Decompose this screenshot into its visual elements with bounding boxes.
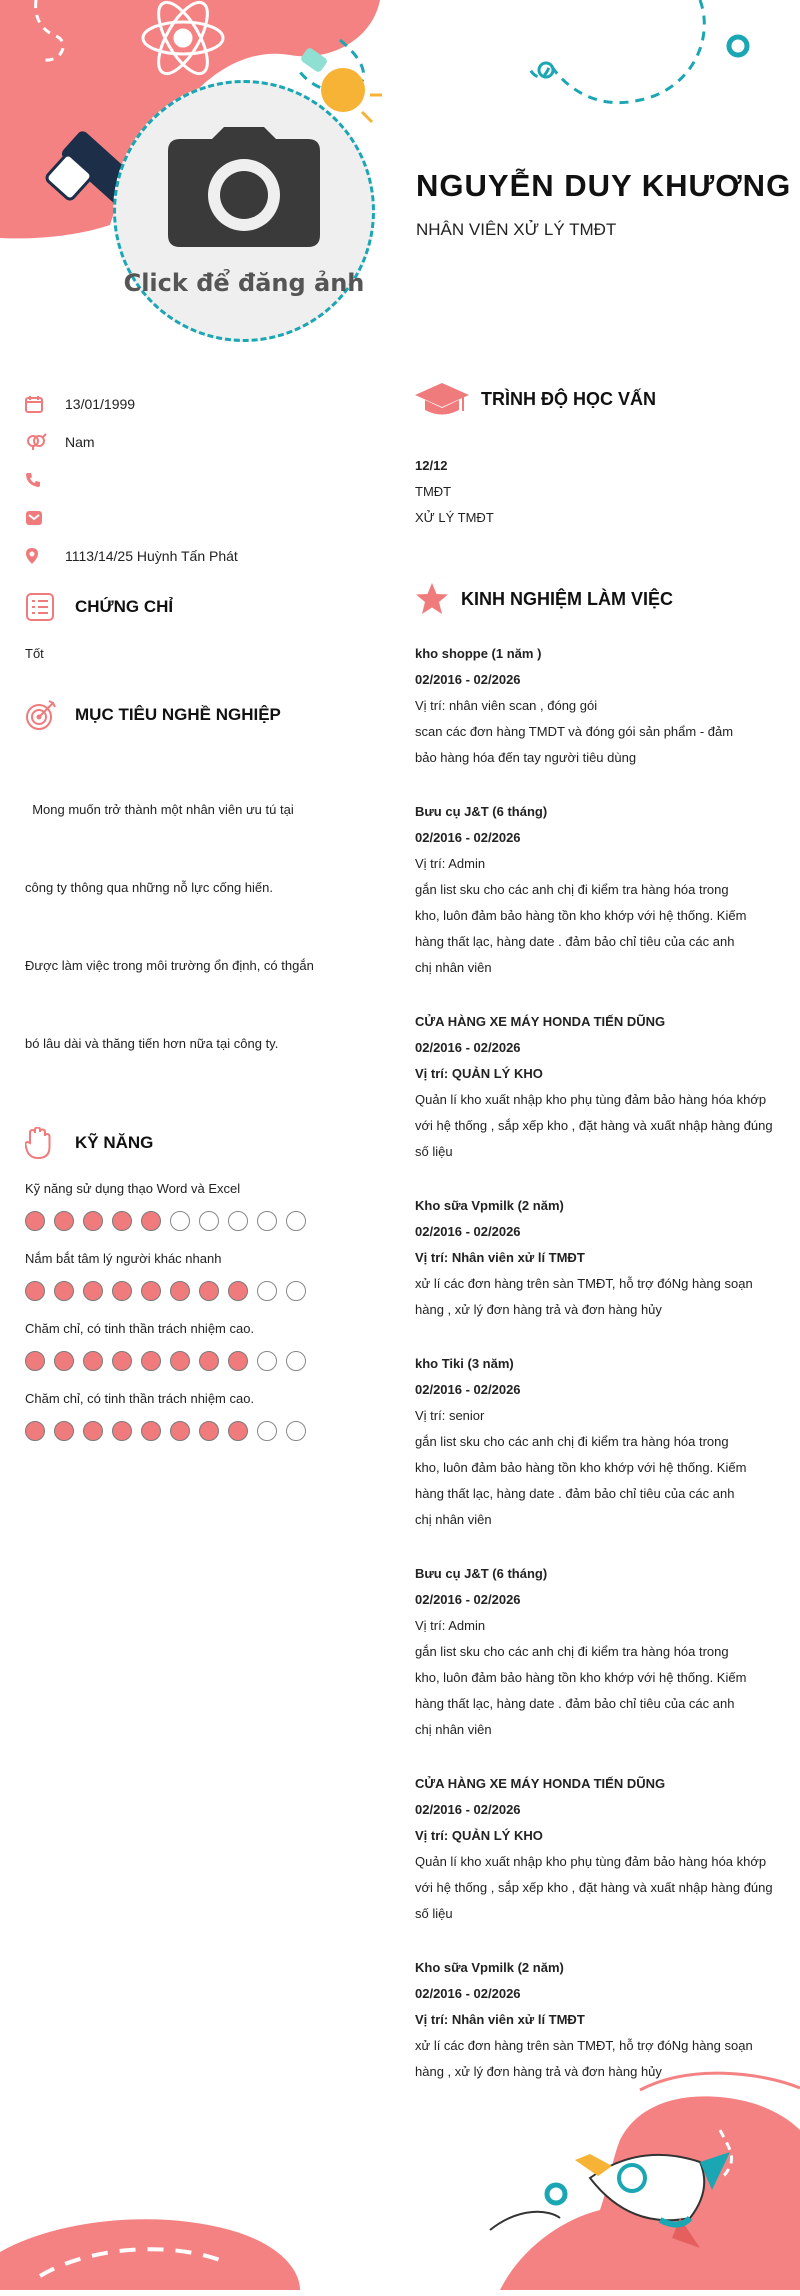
experience-period: 02/2016 - 02/2026 [415, 830, 521, 845]
experience-company: kho shoppe (1 năm ) [415, 646, 542, 661]
skills-heading [25, 1123, 335, 1163]
experience-list [415, 641, 787, 2085]
experience-description-line: scan các đơn hàng TMDT và đóng gói sản phẩm - đảm [415, 724, 734, 739]
skill-rating [25, 1421, 335, 1443]
skill-dot-filled [141, 1421, 161, 1441]
skill-rating [25, 1281, 335, 1303]
hand-icon [25, 1127, 75, 1159]
skill-label: Kỹ năng sử dụng thạo Word và Excel [25, 1181, 241, 1196]
skill-dot-filled [112, 1351, 132, 1371]
experience-position: Vị trí: nhân viên scan , đóng gói [415, 698, 598, 713]
skill-dot-empty [170, 1211, 190, 1231]
skill-dot-filled [83, 1351, 103, 1371]
experience-company: Kho sữa Vpmilk (2 năm) [415, 1198, 564, 1213]
certificates-title: CHỨNG CHỈ [75, 597, 174, 616]
experience-item [415, 1351, 787, 1533]
skill-dot-filled [228, 1351, 248, 1371]
experience-description-line: với hệ thống , sắp xếp kho , đặt hàng và xuất nhập hàng đúng [415, 1880, 773, 1895]
skill-dot-filled [25, 1281, 45, 1301]
experience-description-line: hàng , xử lý đơn hàng trả và đơn hàng hủy [415, 1302, 662, 1317]
objective-line: bó lâu dài và thăng tiến hơn nữa tại công ty. [25, 1036, 279, 1051]
experience-description-line: chị nhân viên [415, 1722, 492, 1737]
email-row [25, 499, 335, 537]
experience-item [415, 1009, 787, 1165]
gender-icon [25, 433, 65, 451]
experience-description-line: với hệ thống , sắp xếp kho , đặt hàng và xuất nhập hàng đúng [415, 1118, 773, 1133]
skill-dot-filled [170, 1281, 190, 1301]
objective-title: MỤC TIÊU NGHỀ NGHIỆP [75, 705, 281, 724]
experience-period: 02/2016 - 02/2026 [415, 1382, 521, 1397]
skill-dot-empty [257, 1421, 277, 1441]
skill-dot-empty [257, 1351, 277, 1371]
education-school: TMĐT [415, 484, 452, 499]
skill-dot-filled [228, 1281, 248, 1301]
experience-position: Vị trí: QUẢN LÝ KHO [415, 1828, 543, 1843]
candidate-name: NGUYỄN DUY KHƯƠNG [416, 168, 792, 203]
experience-description-line: số liệu [415, 1144, 453, 1159]
experience-position: Vị trí: Admin [415, 1618, 486, 1633]
job-title: NHÂN VIÊN XỬ LÝ TMĐT [416, 220, 617, 239]
experience-company: kho Tiki (3 năm) [415, 1356, 514, 1371]
skill-dot-filled [112, 1211, 132, 1231]
skill-rating [25, 1211, 335, 1233]
skills-list [25, 1177, 335, 1443]
skill-dot-filled [112, 1421, 132, 1441]
star-icon [415, 582, 461, 616]
phone-icon [25, 472, 65, 488]
experience-company: Bưu cụ J&T (6 tháng) [415, 804, 548, 819]
skill-dot-filled [141, 1211, 161, 1231]
education-title: TRÌNH ĐỘ HỌC VẤN [481, 388, 656, 409]
objective-text [25, 745, 335, 1109]
experience-period: 02/2016 - 02/2026 [415, 672, 521, 687]
skill-dot-empty [228, 1211, 248, 1231]
experience-description-line: gắn list sku cho các anh chị đi kiểm tra hàng hóa trong [415, 1644, 729, 1659]
experience-description-line: Quản lí kho xuất nhập kho phụ tùng đảm bảo hàng hóa khớp [415, 1854, 767, 1869]
avatar-upload-hint: Click để đăng ảnh [123, 269, 365, 297]
birthday-value: 13/01/1999 [65, 396, 136, 412]
experience-company: CỬA HÀNG XE MÁY HONDA TIẾN DŨNG [415, 1776, 666, 1791]
experience-item [415, 1561, 787, 1743]
skill-dot-filled [25, 1421, 45, 1441]
gender-row [25, 423, 335, 461]
experience-description-line: chị nhân viên [415, 960, 492, 975]
skill-dot-filled [170, 1421, 190, 1441]
skill-dot-empty [286, 1211, 306, 1231]
calendar-icon [25, 395, 65, 413]
experience-company: Kho sữa Vpmilk (2 năm) [415, 1960, 564, 1975]
objective-line: Được làm việc trong môi trường ổn định, có thgắn [25, 958, 314, 973]
skill-dot-empty [257, 1211, 277, 1231]
experience-description-line: chị nhân viên [415, 1512, 492, 1527]
footer-decoration [0, 2070, 800, 2296]
skill-dot-filled [54, 1351, 74, 1371]
skill-dot-filled [25, 1351, 45, 1371]
experience-period: 02/2016 - 02/2026 [415, 1224, 521, 1239]
skill-dot-filled [54, 1211, 74, 1231]
skill-dot-filled [199, 1351, 219, 1371]
graduation-cap-icon [415, 381, 481, 417]
certificates-content: Tốt [25, 646, 44, 661]
experience-description-line: hàng thất lạc, hàng date . đảm bảo chỉ tiêu của các anh [415, 934, 735, 949]
experience-item [415, 641, 787, 771]
experience-description-line: hàng thất lạc, hàng date . đảm bảo chỉ tiêu của các anh [415, 1696, 735, 1711]
experience-period: 02/2016 - 02/2026 [415, 1986, 521, 2001]
skill-dot-filled [141, 1351, 161, 1371]
skill-dot-filled [112, 1281, 132, 1301]
skill-dot-filled [199, 1421, 219, 1441]
experience-description-line: hàng thất lạc, hàng date . đảm bảo chỉ tiêu của các anh [415, 1486, 735, 1501]
experience-description-line: xử lí các đơn hàng trên sàn TMĐT, hỗ trợ đóNg hàng soạn [415, 2038, 753, 2053]
education-level: 12/12 [415, 458, 448, 473]
experience-company: CỬA HÀNG XE MÁY HONDA TIẾN DŨNG [415, 1014, 666, 1029]
skill-label: Chăm chỉ, có tinh thần trách nhiệm cao. [25, 1391, 255, 1406]
experience-description-line: kho, luôn đảm bảo hàng tồn kho khớp với hệ thống. Kiếm [415, 1670, 747, 1685]
objective-line: Mong muốn trở thành một nhân viên ưu tú tại [25, 802, 294, 817]
experience-description-line: gắn list sku cho các anh chị đi kiểm tra hàng hóa trong [415, 1434, 729, 1449]
experience-position: Vị trí: Nhân viên xử lí TMĐT [415, 1250, 585, 1265]
skill-dot-filled [170, 1351, 190, 1371]
skill-dot-empty [199, 1211, 219, 1231]
experience-item [415, 1193, 787, 1323]
experience-position: Vị trí: senior [415, 1408, 485, 1423]
skill-dot-filled [83, 1421, 103, 1441]
experience-period: 02/2016 - 02/2026 [415, 1802, 521, 1817]
certificates-heading [25, 587, 335, 627]
skill-dot-empty [286, 1351, 306, 1371]
experience-period: 02/2016 - 02/2026 [415, 1592, 521, 1607]
experience-description-line: xử lí các đơn hàng trên sàn TMĐT, hỗ trợ đóNg hàng soạn [415, 1276, 753, 1291]
location-pin-icon [25, 547, 65, 565]
birthday-row [25, 385, 335, 423]
experience-description-line: kho, luôn đảm bảo hàng tồn kho khớp với hệ thống. Kiếm [415, 908, 747, 923]
skill-rating [25, 1351, 335, 1373]
experience-item [415, 799, 787, 981]
skill-dot-empty [286, 1421, 306, 1441]
gender-value: Nam [65, 434, 95, 450]
skill-dot-filled [141, 1281, 161, 1301]
skills-title: KỸ NĂNG [75, 1133, 154, 1152]
skill-dot-empty [286, 1281, 306, 1301]
skill-dot-filled [199, 1281, 219, 1301]
skill-label: Nắm bắt tâm lý người khác nhanh [25, 1251, 222, 1266]
certificate-list-icon [25, 592, 75, 622]
objective-heading [25, 695, 335, 735]
experience-description-line: Quản lí kho xuất nhập kho phụ tùng đảm bảo hàng hóa khớp [415, 1092, 767, 1107]
education-content [415, 453, 787, 531]
experience-position: Vị trí: QUẢN LÝ KHO [415, 1066, 543, 1081]
skill-dot-filled [54, 1421, 74, 1441]
experience-description-line: bảo hàng hóa đến tay người tiêu dùng [415, 750, 637, 765]
experience-title: KINH NGHIỆM LÀM VIỆC [461, 588, 674, 609]
right-column [415, 375, 787, 2085]
experience-description-line: hàng , xử lý đơn hàng trả và đơn hàng hủy [415, 2064, 662, 2079]
skill-dot-filled [83, 1211, 103, 1231]
email-icon [25, 510, 65, 526]
experience-period: 02/2016 - 02/2026 [415, 1040, 521, 1055]
skill-label: Chăm chỉ, có tinh thần trách nhiệm cao. [25, 1321, 255, 1336]
skill-dot-empty [257, 1281, 277, 1301]
education-major: XỬ LÝ TMĐT [415, 510, 494, 525]
experience-position: Vị trí: Admin [415, 856, 486, 871]
skill-dot-filled [83, 1281, 103, 1301]
phone-row [25, 461, 335, 499]
camera-icon [168, 127, 320, 247]
experience-description-line: số liệu [415, 1906, 453, 1921]
objective-line: công ty thông qua những nỗ lực cống hiến. [25, 880, 273, 895]
experience-description-line: gắn list sku cho các anh chị đi kiểm tra hàng hóa trong [415, 882, 729, 897]
experience-item [415, 1771, 787, 1927]
avatar-upload[interactable] [113, 80, 375, 342]
experience-description-line: kho, luôn đảm bảo hàng tồn kho khớp với hệ thống. Kiếm [415, 1460, 747, 1475]
experience-position: Vị trí: Nhân viên xử lí TMĐT [415, 2012, 585, 2027]
education-heading [415, 375, 787, 423]
target-icon [25, 699, 75, 731]
left-column [25, 385, 335, 1443]
experience-heading [415, 575, 787, 623]
skill-dot-filled [54, 1281, 74, 1301]
experience-item [415, 1955, 787, 2085]
address-value: 1113/14/25 Huỳnh Tấn Phát [65, 548, 238, 564]
experience-company: Bưu cụ J&T (6 tháng) [415, 1566, 548, 1581]
address-row [25, 537, 335, 575]
skill-dot-filled [25, 1211, 45, 1231]
skill-dot-filled [228, 1421, 248, 1441]
